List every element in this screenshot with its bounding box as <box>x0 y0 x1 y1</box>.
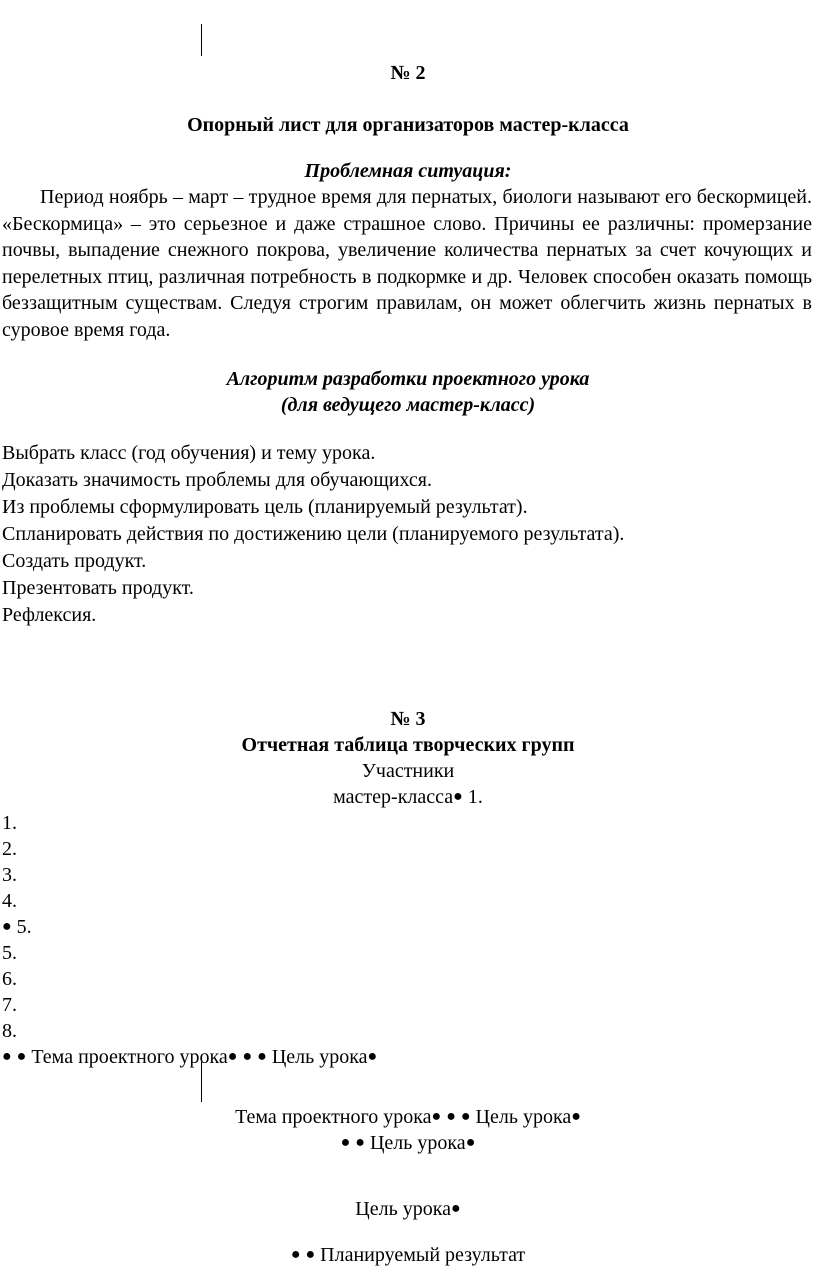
result-label: Планируемый результат <box>315 1244 526 1266</box>
bullet-icon: ● <box>367 1048 378 1065</box>
section2-title: Опорный лист для организаторов мастер-класса <box>187 114 629 136</box>
list-item: 5. <box>2 942 17 964</box>
participants-label: Участники <box>361 760 455 782</box>
list-item-label: 5. <box>11 916 32 938</box>
algorithm-step: Спланировать действия по достижению цели (планируемого результата). <box>2 523 625 545</box>
bullet-icon: ● <box>453 788 463 805</box>
list-item: 6. <box>2 968 17 990</box>
list-item: 4. <box>2 890 17 912</box>
bullet-icon: ● <box>305 1246 316 1263</box>
bullet-icon: ● <box>227 1048 238 1065</box>
bullet-icon: ● <box>242 1048 253 1065</box>
table-row-topic-goal-2 <box>0 1104 816 1130</box>
goal-label: Цель урока <box>364 1132 466 1154</box>
algorithm-step: Выбрать класс (год обучения) и тему урока. <box>2 442 376 464</box>
topic-label: Тема проектного урока <box>26 1046 228 1068</box>
section3-number: № 3 <box>390 708 426 730</box>
table-row-goal <box>0 1130 816 1156</box>
algorithm-step: Создать продукт. <box>2 550 147 572</box>
list-item: 1. <box>2 812 17 834</box>
algorithm-step: Рефлексия. <box>2 604 97 626</box>
bullet-icon: ● <box>355 1134 365 1151</box>
bullet-icon: ● <box>451 1200 461 1217</box>
bullet-icon: ● <box>340 1134 351 1151</box>
list-item-bulleted <box>2 914 32 940</box>
topic-label: Тема проектного урока <box>235 1106 432 1128</box>
vertical-mark-top <box>201 24 202 56</box>
algorithm-step: Доказать значимость проблемы для обучающихся. <box>2 469 432 491</box>
table-row-topic-goal <box>2 1044 377 1070</box>
bullet-icon: ● <box>431 1108 442 1125</box>
participants-label-2: мастер-класса <box>333 786 454 808</box>
goal-label: Цель урока <box>266 1046 368 1068</box>
algorithm-step: Из проблемы сформулировать цель (планируемый результат). <box>2 496 528 518</box>
section3-title: Отчетная таблица творческих групп <box>241 734 575 756</box>
bullet-icon: ● <box>2 1048 12 1065</box>
bullet-icon: ● <box>16 1048 27 1065</box>
list-item: 3. <box>2 864 17 886</box>
bullet-icon: ● <box>446 1108 456 1125</box>
bullet-icon: ● <box>465 1134 476 1151</box>
bullet-icon: ● <box>460 1108 471 1125</box>
list-item: 8. <box>2 1020 17 1042</box>
goal-label: Цель урока <box>355 1198 452 1220</box>
bullet-icon: ● <box>257 1048 267 1065</box>
participants-number: 1. <box>462 786 483 808</box>
algorithm-step: Презентовать продукт. <box>2 577 194 599</box>
problem-paragraph: Период ноябрь – март – трудное время для пернатых, биологи называют его бескормицей. «Бескормица» – это серьезное и даже страшное слово. Причины ее различны: промерзание почвы, выпадение снежного покрова, увеличение количества пернатых за счет кочующих и перелетных птиц, различная потребность в подкормке и др. Человек способен оказать помощь беззащитным существам. Следуя строгим правилам, он может облегчить жизнь пернатых в суровое время года. <box>2 186 812 341</box>
list-item: 7. <box>2 994 17 1016</box>
bullet-icon: ● <box>571 1108 581 1125</box>
list-item: 2. <box>2 838 17 860</box>
bullet-icon: ● <box>290 1246 301 1263</box>
problem-heading: Проблемная ситуация: <box>304 160 512 182</box>
section2-number: № 2 <box>390 62 426 84</box>
algorithm-subheading: (для ведущего мастер-класс) <box>280 394 536 416</box>
goal-label: Цель урока <box>470 1106 572 1128</box>
algorithm-heading: Алгоритм разработки проектного урока <box>226 368 590 390</box>
table-row-result <box>0 1242 816 1268</box>
participants-line <box>0 784 816 810</box>
table-row-goal-2 <box>0 1196 816 1222</box>
bullet-icon: ● <box>2 918 12 935</box>
